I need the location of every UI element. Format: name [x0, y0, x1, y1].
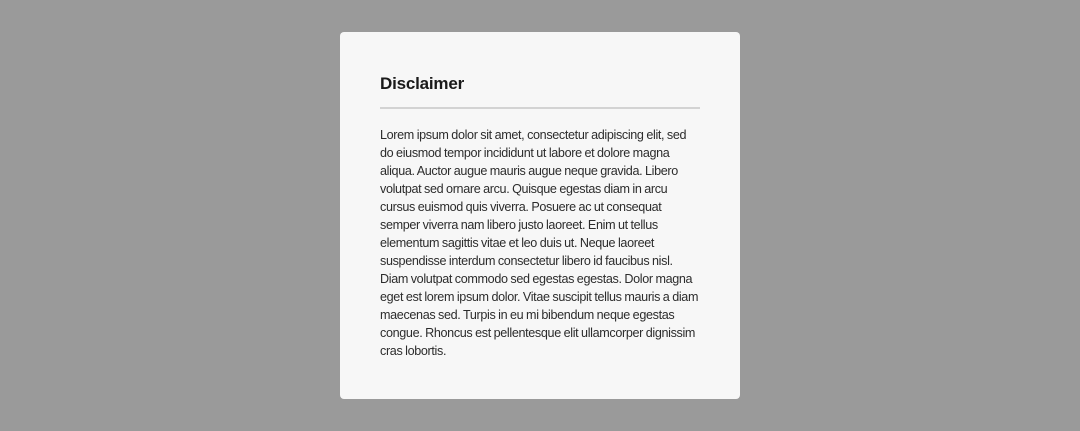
disclaimer-dialog — [340, 32, 740, 399]
title-divider — [380, 107, 700, 109]
dialog-title: Disclaimer — [380, 74, 464, 93]
dialog-body-text: Lorem ipsum dolor sit amet, consectetur adipiscing elit, sed do eiusmod tempor incididunt ut labore et dolore magna aliqua. Auctor augue mauris augue neque gravida. Libero volutpat sed ornare arcu. Quisque egestas diam in arcu cursus euismod quis viverra. Posuere ac ut consequat semper viverra nam libero justo laoreet. Enim ut tellus elementum sagittis vitae et leo duis ut. Neque laoreet suspendisse interdum consectetur libero id faucibus nisl. Diam volutpat commodo sed egestas egestas. Dolor magna eget est lorem ipsum dolor. Vitae suscipit tellus mauris a diam maecenas sed. Turpis in eu mi bibendum neque egestas congue. Rhoncus est pellentesque elit ullamcorper dignissim cras lobortis. — [380, 128, 699, 358]
